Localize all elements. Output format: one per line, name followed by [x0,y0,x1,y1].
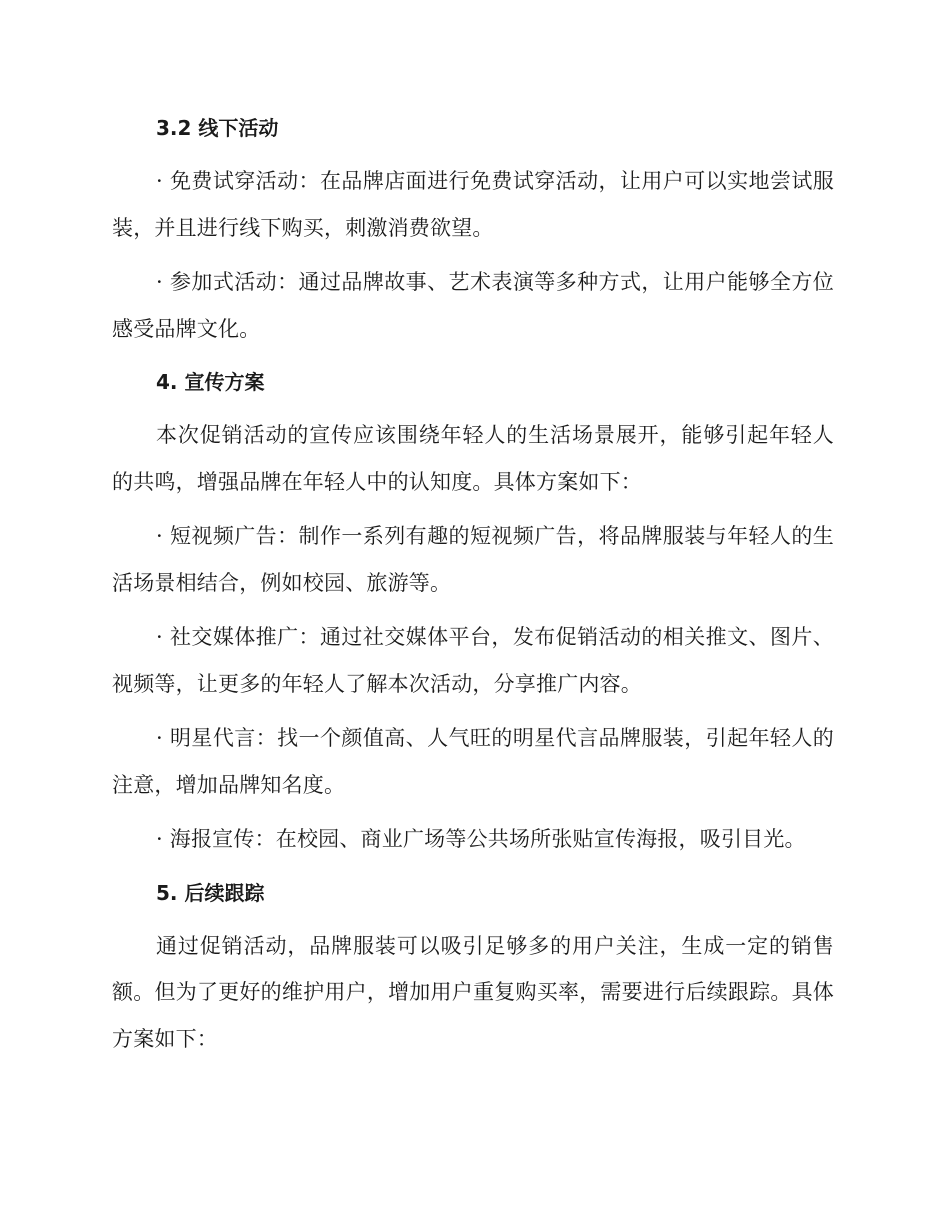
paragraph-celebrity-endorsement: · 明星代言：找一个颜值高、人气旺的明星代言品牌服装，引起年轻人的注意，增加品牌知名度。 [112,726,834,797]
paragraph-short-video-ads: · 短视频广告：制作一系列有趣的短视频广告，将品牌服装与年轻人的生活场景相结合，例如校园、旅游等。 [112,524,834,595]
paragraph-free-trial: · 免费试穿活动：在品牌店面进行免费试穿活动，让用户可以实地尝试服装，并且进行线下购买，刺激消费欲望。 [112,169,834,240]
section-heading-5: 5. 后续跟踪 [156,880,265,905]
paragraph-follow-up-intro: 通过促销活动，品牌服装可以吸引足够多的用户关注，生成一定的销售额。但为了更好的维护用户，增加用户重复购买率，需要进行后续跟踪。具体方案如下： [112,933,834,1051]
document-page [112,112,834,1062]
section-heading-4: 4. 宣传方案 [156,370,265,394]
paragraph-social-media: · 社交媒体推广：通过社交媒体平台，发布促销活动的相关推文、图片、视频等，让更多的年轻人了解本次活动，分享推广内容。 [112,625,834,696]
paragraph-promotion-intro: 本次促销活动的宣传应该围绕年轻人的生活场景展开，能够引起年轻人的共鸣，增强品牌在年轻人中的认知度。具体方案如下： [112,423,834,494]
section-heading-3-2: 3.2 线下活动 [156,116,279,140]
paragraph-poster-campaign: · 海报宣传：在校园、商业广场等公共场所张贴宣传海报，吸引目光。 [156,827,806,851]
paragraph-participatory-event: · 参加式活动：通过品牌故事、艺术表演等多种方式，让用户能够全方位感受品牌文化。 [112,270,834,341]
